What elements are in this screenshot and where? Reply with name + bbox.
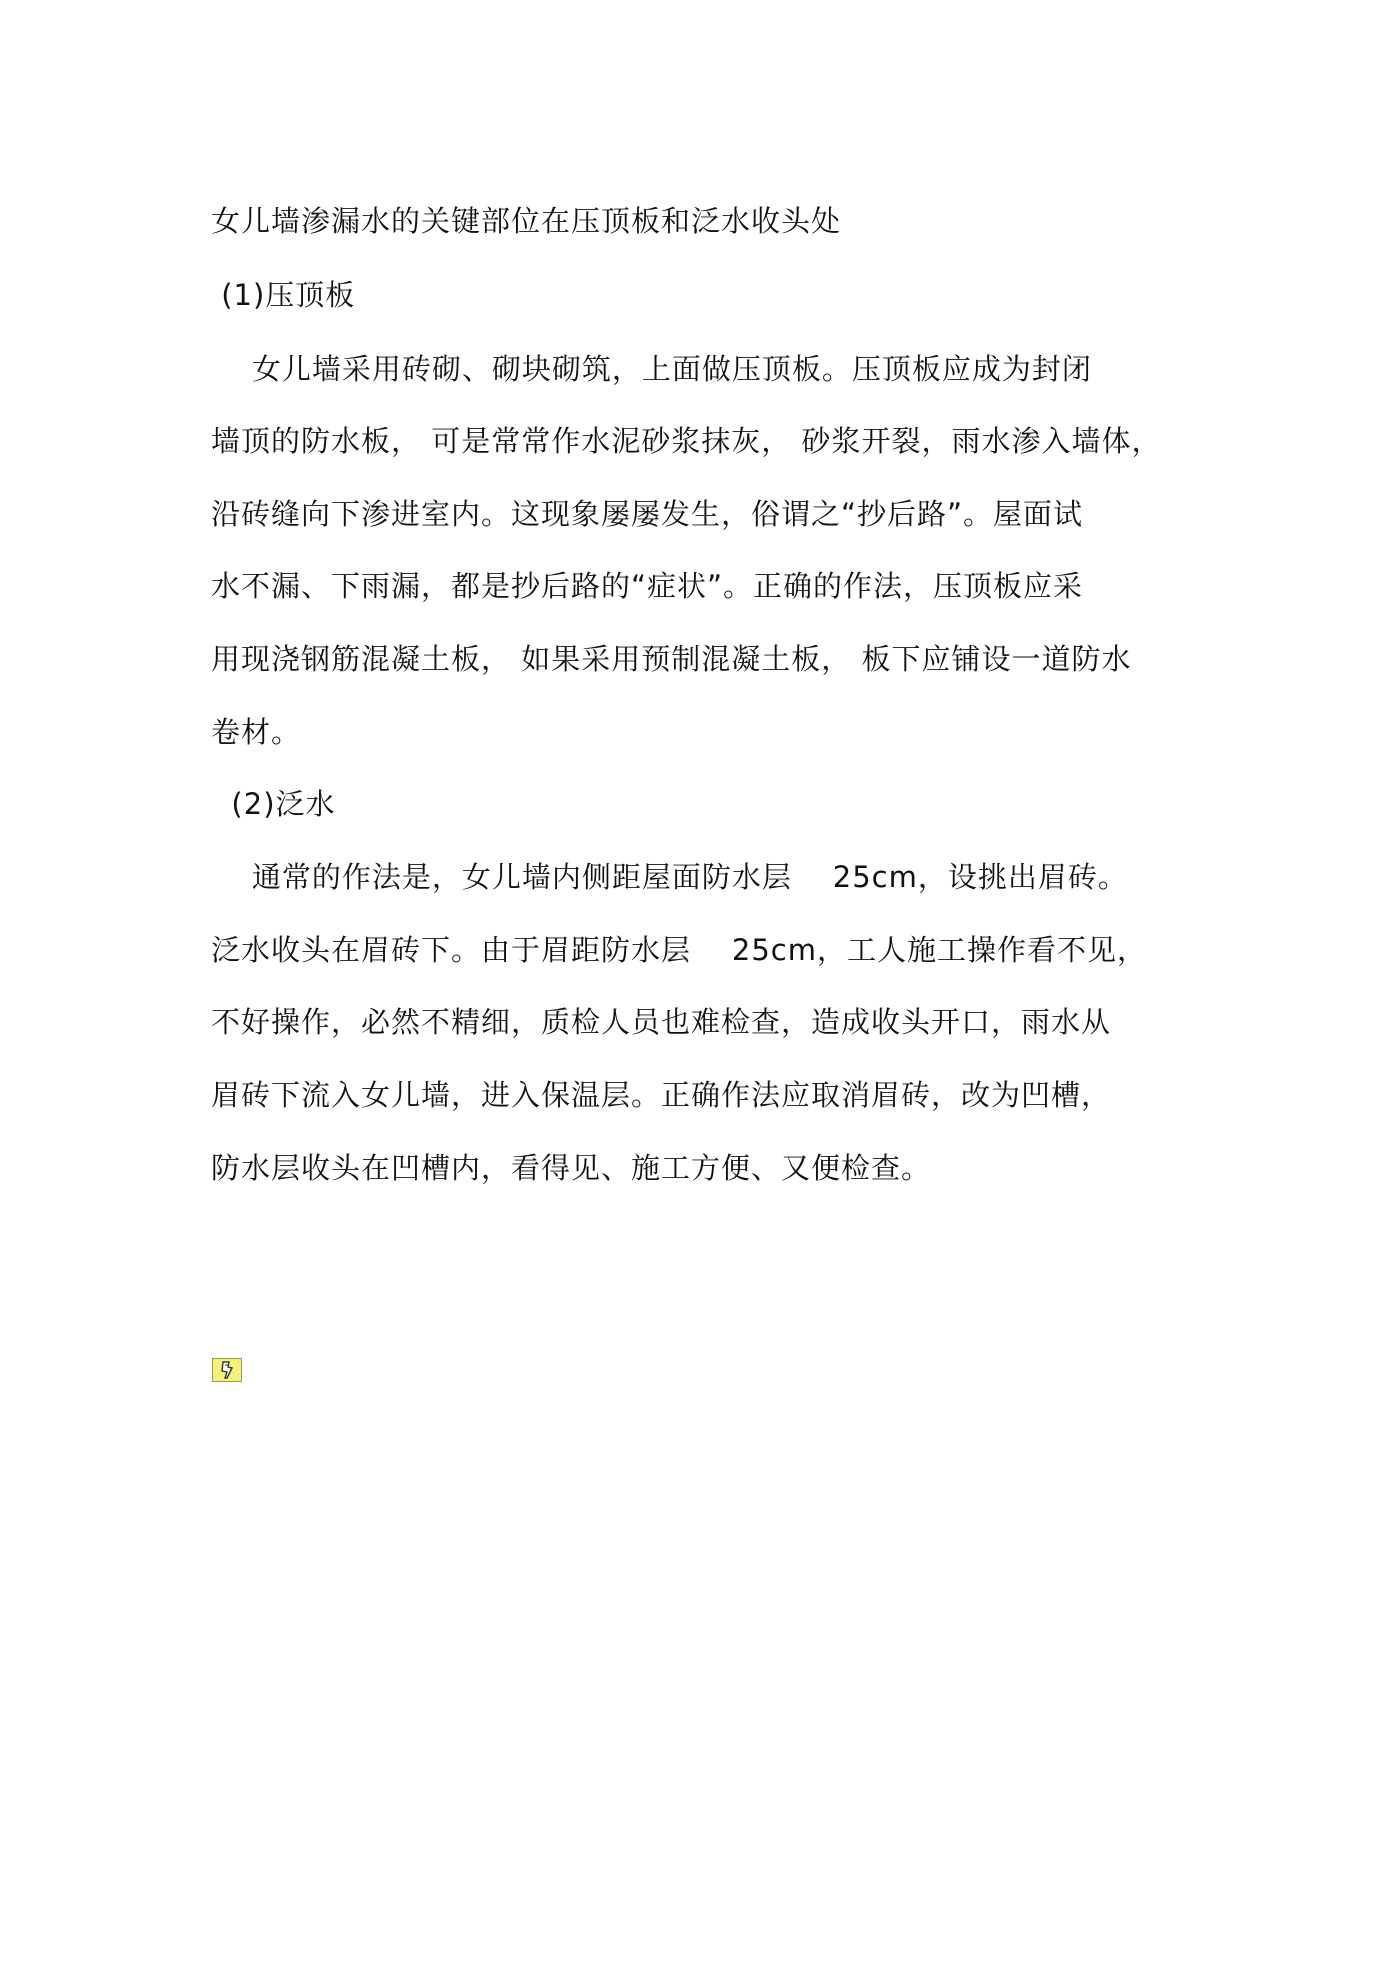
paragraph-line: 沿砖缝向下渗进室内。这现象屡屡发生，俗谓之“抄后路”。屋面试 xyxy=(211,497,1084,531)
paragraph-line: 泛水收头在眉砖下。由于眉距防水层 25cm，工人施工操作看不见， xyxy=(211,933,1147,967)
paragraph-line: 通常的作法是，女儿墙内侧距屋面防水层 25cm，设挑出眉砖。 xyxy=(211,860,1128,894)
document-title: 女儿墙渗漏水的关键部位在压顶板和泛水收头处 xyxy=(211,204,842,238)
paragraph-line: 不好操作，必然不精细，质检人员也难检查，造成收头开口，雨水从 xyxy=(211,1005,1112,1039)
paragraph-line: 防水层收头在凹槽内，看得见、施工方便、又便检查。 xyxy=(211,1151,932,1185)
paragraph-line: 女儿墙采用砖砌、砌块砌筑，上面做压顶板。压顶板应成为封闭 xyxy=(211,352,1092,386)
section-heading-flashing: (2)泛水 xyxy=(211,787,336,821)
paragraph-line: 水不漏、下雨漏，都是抄后路的“症状”。正确的作法，压顶板应采 xyxy=(211,569,1084,603)
paragraph-line: 用现浇钢筋混凝土板， 如果采用预制混凝土板， 板下应铺设一道防水 xyxy=(211,642,1132,676)
section-heading-capping-slab: (1)压顶板 xyxy=(211,278,356,312)
broken-image-icon xyxy=(212,1358,242,1382)
paragraph-line: 墙顶的防水板， 可是常常作水泥砂浆抹灰， 砂浆开裂，雨水渗入墙体， xyxy=(211,424,1162,458)
paragraph-line: 眉砖下流入女儿墙，进入保温层。正确作法应取消眉砖，改为凹槽， xyxy=(211,1078,1112,1112)
paragraph-line: 卷材。 xyxy=(211,715,302,749)
